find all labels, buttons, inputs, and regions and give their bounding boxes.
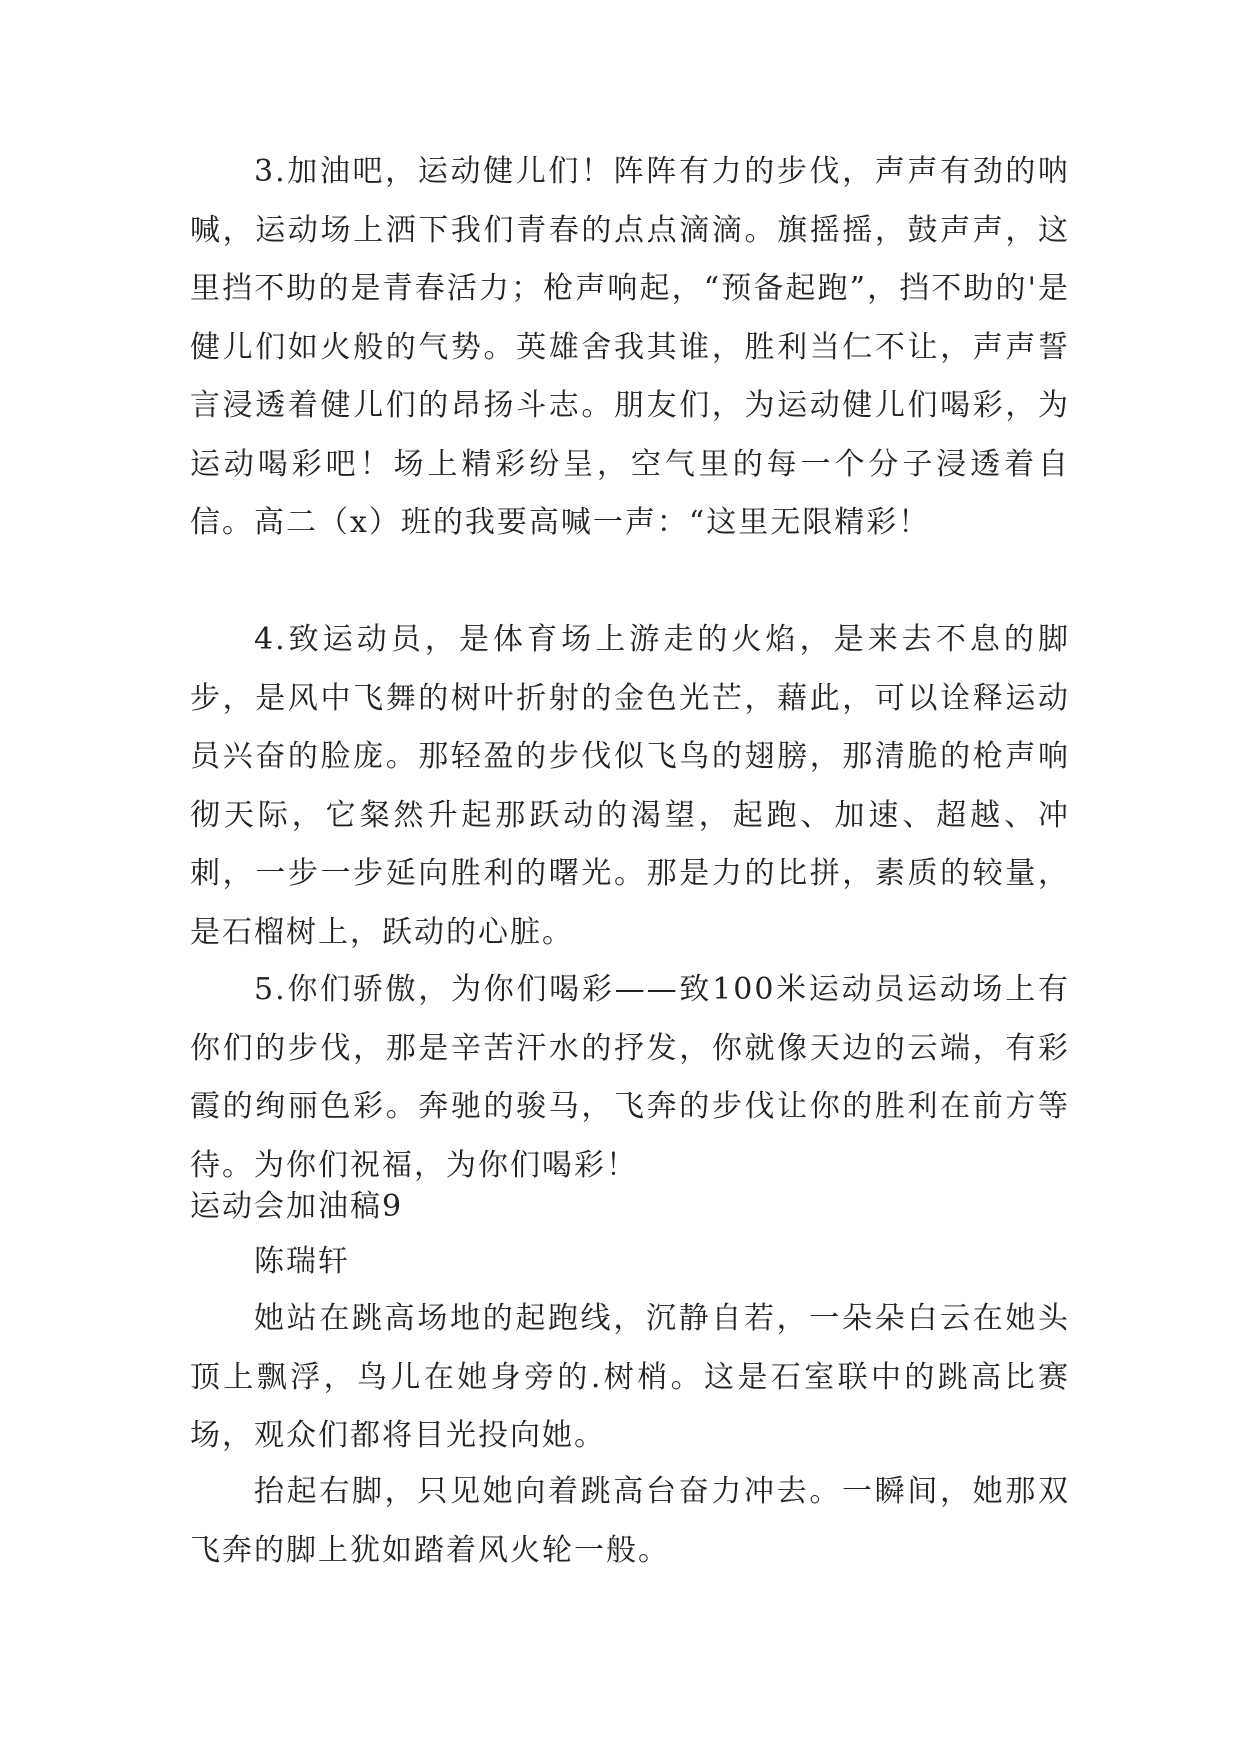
- paragraph-5: 5.你们骄傲，为你们喝彩——致100米运动员运动场上有你们的步伐，那是辛苦汗水的抒发，你就像天边的云端，有彩霞的绚丽色彩。奔驰的骏马，飞奔的步伐让你的胜利在前方等待。为你们祝福，为你们喝彩！: [190, 972, 1070, 1183]
- paragraph-4: 4.致运动员，是体育场上游走的火焰，是来去不息的脚步，是风中飞舞的树叶折射的金色光芒，藉此，可以诠释运动员兴奋的脸庞。那轻盈的步伐似飞鸟的翅膀，那清脆的枪声响彻天际，它粲然升起那跃动的渴望，起跑、加速、超越、冲刺，一步一步延向胜利的曙光。那是力的比拼，素质的较量，是石榴树上，跃动的心脏。: [190, 622, 1070, 950]
- section-title: 运动会加油稿9: [190, 1189, 404, 1224]
- paragraph-story-1: 她站在跳高场地的起跑线，沉静自若，一朵朵白云在她头顶上飘浮，鸟儿在她身旁的.树梢。这是石室联中的跳高比赛场，观众们都将目光投向她。: [190, 1301, 1070, 1453]
- author-name: 陈瑞轩: [254, 1244, 350, 1279]
- paragraph-story-2: 抬起右脚，只见她向着跳高台奋力冲去。一瞬间，她那双飞奔的脚上犹如踏着风火轮一般。: [190, 1474, 1070, 1568]
- paragraph-3: 3.加油吧，运动健儿们！阵阵有力的步伐，声声有劲的呐喊，运动场上洒下我们青春的点点滴滴。旗摇摇，鼓声声，这里挡不助的是青春活力；枪声响起，“预备起跑”，挡不助的'是健儿们如火般的气势。英雄舍我其谁，胜利当仁不让，声声誓言浸透着健儿们的昂扬斗志。朋友们，为运动健儿们喝彩，为运动喝彩吧！场上精彩纷呈，空气里的每一个分子浸透着自信。高二（x）班的我要高喊一声：“这里无限精彩！: [190, 154, 1070, 540]
